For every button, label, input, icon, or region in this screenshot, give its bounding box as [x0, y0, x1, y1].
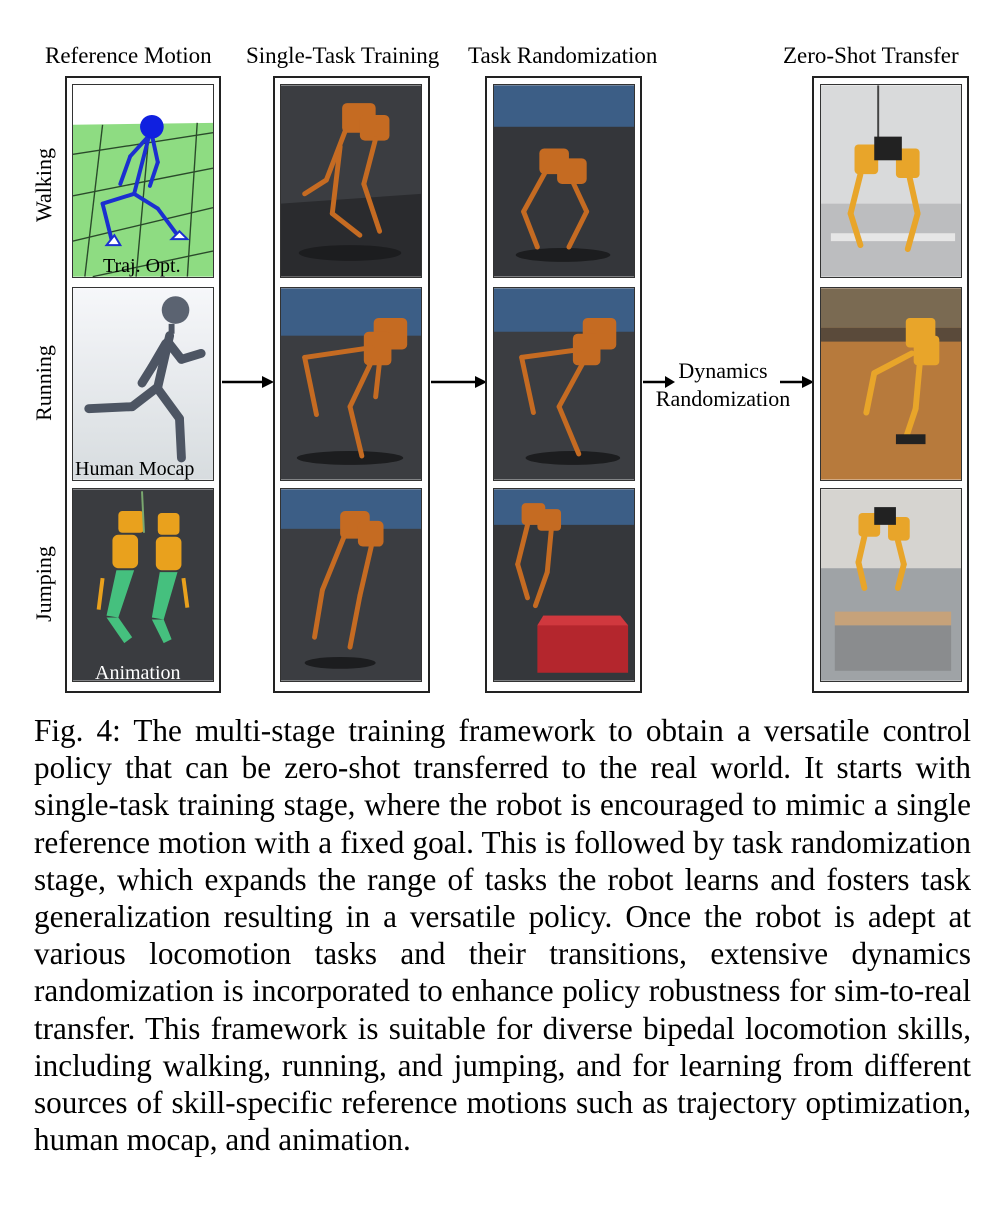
label-animation: Animation — [95, 662, 181, 684]
sim-robot-illustration — [494, 288, 634, 480]
label-human-mocap: Human Mocap — [75, 458, 195, 480]
image-task-rand-running — [493, 287, 635, 481]
image-task-rand-walking — [493, 84, 635, 278]
row-label-running: Running — [31, 345, 56, 421]
row-label-walking: Walking — [31, 148, 56, 222]
dynamics-label-line1: Dynamics — [678, 358, 768, 383]
real-robot-photo — [821, 85, 961, 277]
stick-figure-illustration — [73, 85, 213, 277]
animation-robot-illustration — [73, 489, 213, 681]
image-real-running — [820, 287, 962, 481]
column-title-single-task: Single-Task Training — [246, 43, 440, 68]
image-task-rand-jumping — [493, 488, 635, 682]
arrow-right-icon — [431, 374, 487, 390]
image-single-task-running — [280, 287, 422, 481]
image-running-human-mocap — [72, 287, 214, 481]
column-title-task-randomization: Task Randomization — [468, 43, 658, 68]
real-robot-photo — [821, 288, 961, 480]
real-robot-photo — [821, 489, 961, 681]
mocap-figure-illustration — [73, 288, 213, 480]
image-jumping-animation — [72, 488, 214, 682]
label-traj-opt: Traj. Opt. — [103, 255, 181, 277]
column-title-zero-shot: Zero-Shot Transfer — [783, 43, 959, 68]
sim-robot-illustration — [281, 288, 421, 480]
figure-caption: Fig. 4: The multi-stage training framework to obtain a versatile control policy that can be zero-shot transferred to the real world. It starts with single-task training stage, where the robot is encouraged to mimic a single reference motion with a fixed goal. This is followed by task randomization stage, which expands the range of tasks the robot learns and fosters task generalization resulting in a versatile policy. Once the robot is adept at various locomotion tasks and their transitions, extensive dynamics randomization is incorporated to enhance policy robustness for sim-to-real transfer. This framework is suitable for diverse bipedal locomotion skills, including walking, running, and jumping, and for learning from different sources of skill-specific reference motions such as trajectory optimization, human mocap, and animation. — [34, 713, 971, 1158]
arrow-right-icon — [222, 374, 274, 390]
sim-robot-illustration — [494, 85, 634, 277]
image-real-walking — [820, 84, 962, 278]
sim-robot-illustration — [281, 85, 421, 277]
image-single-task-jumping — [280, 488, 422, 682]
row-label-jumping: Jumping — [31, 546, 56, 622]
image-real-jumping — [820, 488, 962, 682]
arrow-right-icon — [780, 374, 814, 390]
image-single-task-walking — [280, 84, 422, 278]
column-title-reference-motion: Reference Motion — [45, 43, 212, 68]
sim-robot-box-illustration — [494, 489, 634, 681]
image-walking-traj-opt — [72, 84, 214, 278]
sim-robot-illustration — [281, 489, 421, 681]
dynamics-label-line2: Randomization — [655, 386, 791, 411]
